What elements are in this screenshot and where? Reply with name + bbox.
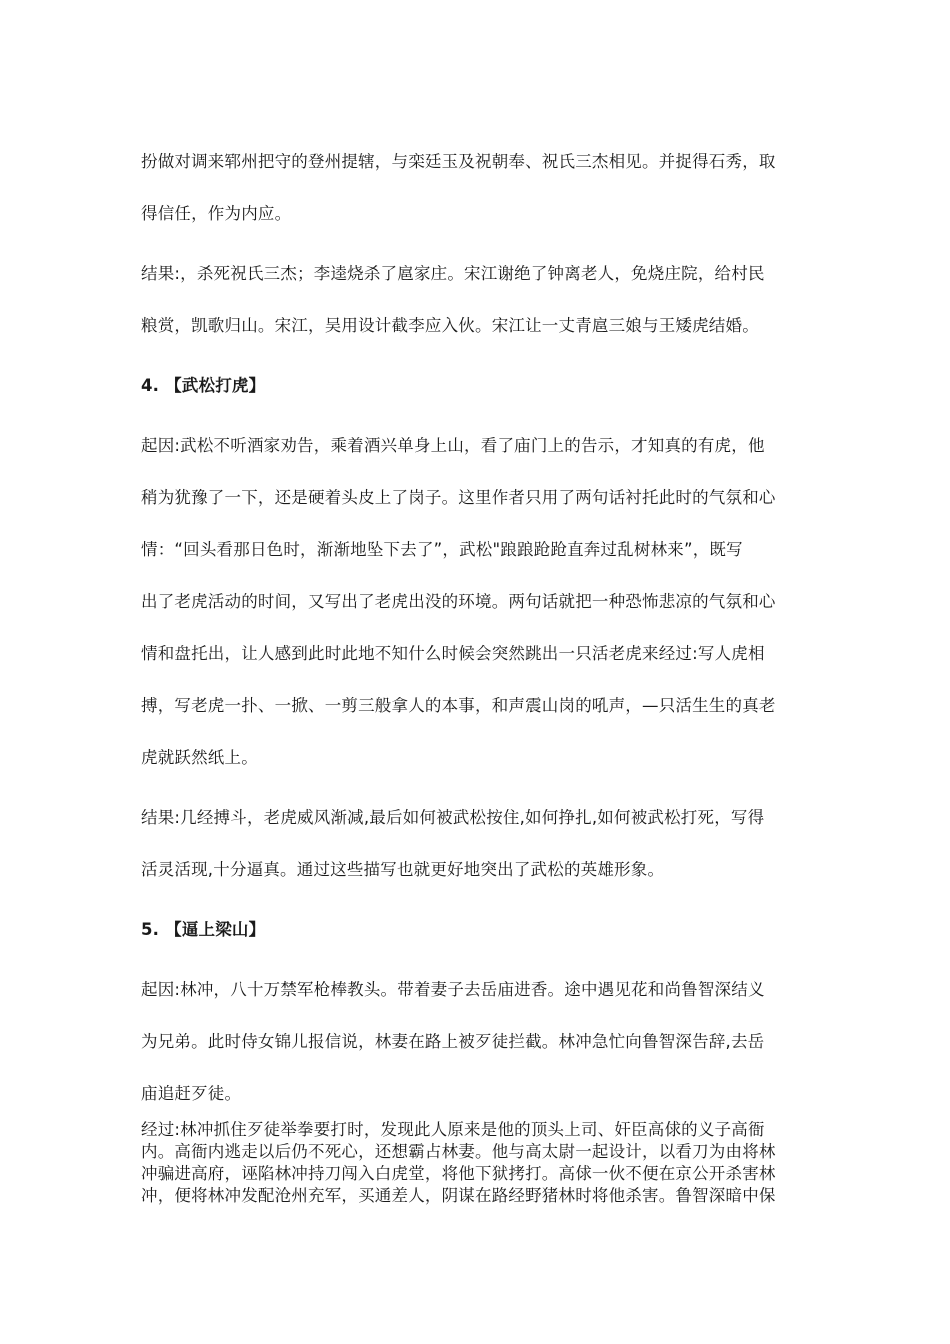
section-heading: 5. 【逼上梁山】: [141, 920, 266, 939]
text-line: 冲骗进高府，诬陷林冲持刀闯入白虎堂，将他下狱拷打。高俅一伙不便在京公开杀害林: [141, 1164, 776, 1183]
text-line: 粮赏，凯歌归山。宋江，吴用设计截李应入伙。宋江让一丈青扈三娘与王矮虎结婚。: [141, 316, 759, 335]
text-line: 结果:，杀死祝氏三杰；李逵烧杀了扈家庄。宋江谢绝了钟离老人，免烧庄院，给村民: [141, 264, 765, 283]
section-heading: 4. 【武松打虎】: [141, 376, 266, 395]
text-line: 情：“回头看那日色时，渐渐地坠下去了”，武松"踉踉跄跄直奔过乱树林来”，既写: [141, 540, 743, 559]
text-line: 起因:武松不听酒家劝告，乘着酒兴单身上山，看了庙门上的告示，才知真的有虎，他: [141, 436, 765, 455]
text-line: 活灵活现,十分逼真。通过这些描写也就更好地突出了武松的英雄形象。: [141, 860, 665, 879]
text-line: 起因:林冲，八十万禁军枪棒教头。带着妻子去岳庙进香。途中遇见花和尚鲁智深结义: [141, 980, 765, 999]
text-line: 经过:林冲抓住歹徒举拳要打时，发现此人原来是他的顶头上司、奸臣高俅的义子高衙: [141, 1120, 765, 1139]
text-line: 庙追赶歹徒。: [141, 1084, 242, 1103]
text-line: 搏，写老虎一扑、一掀、一剪三般拿人的本事，和声震山岗的吼声，—只活生生的真老: [141, 696, 776, 715]
text-line: 内。高衙内逃走以后仍不死心，还想霸占林妻。他与高太尉一起设计，以看刀为由将林: [141, 1142, 776, 1161]
text-line: 情和盘托出，让人感到此时此地不知什么时候会突然跳出一只活老虎来经过:写人虎相: [141, 644, 765, 663]
text-line: 出了老虎活动的时间，又写出了老虎出没的环境。两句话就把一种恐怖悲凉的气氛和心: [141, 592, 776, 611]
text-line: 稍为犹豫了一下，还是硬着头皮上了岗子。这里作者只用了两句话衬托此时的气氛和心: [141, 488, 776, 507]
text-line: 虎就跃然纸上。: [141, 748, 258, 767]
text-line: 结果:几经搏斗，老虎威风渐减,最后如何被武松按住,如何挣扎,如何被武松打死，写得: [141, 808, 765, 827]
text-line: 得信任，作为内应。: [141, 204, 292, 223]
text-line: 冲，便将林冲发配沧州充军，买通差人，阴谋在路经野猪林时将他杀害。鲁智深暗中保: [141, 1186, 776, 1205]
text-line: 扮做对调来郓州把守的登州提辖，与栾廷玉及祝朝奉、祝氏三杰相见。并捉得石秀，取: [141, 152, 776, 171]
text-line: 为兄弟。此时侍女锦儿报信说，林妻在路上被歹徒拦截。林冲急忙向鲁智深告辞,去岳: [141, 1032, 765, 1051]
